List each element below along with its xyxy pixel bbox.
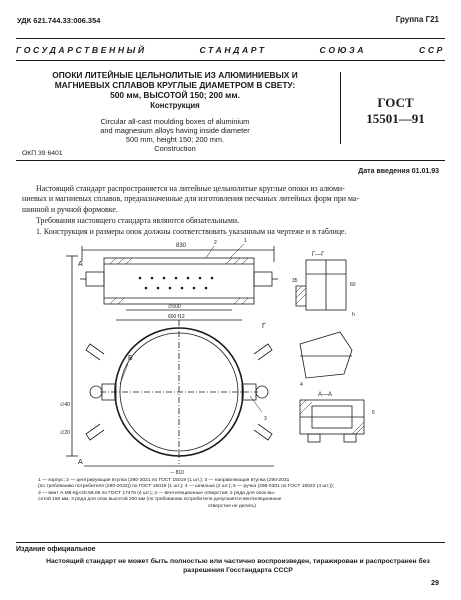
caption-line5: отверстия не делать) <box>207 503 257 509</box>
caption-line1: 1 — корпус; 2 — центрирующая втулка (290-2021 по ГОСТ 15019 (1 шт.); 3 — направляющая втулка (290-2031 <box>38 478 290 483</box>
copyright-line1: Настоящий стандарт не может быть полностью или частично воспроизведен, тиражирован и распространен без <box>46 558 430 565</box>
copyright-line2: разрешения Госстандарта СССР <box>183 567 293 574</box>
title-divider <box>340 72 341 144</box>
title-ru-line2: МАГНИЕВЫХ СПЛАВОВ КРУГЛЫЕ ДИАМЕТРОМ В СВЕТУ: <box>54 80 296 90</box>
title-en-line3: 500 mm, height 150; 200 mm. <box>125 135 225 144</box>
scope-line2: ниевых и магниевых сплавов, предназначенные для изготовления песчаных литейных форм при ма- <box>22 194 360 204</box>
scope-line1: Настоящий стандарт распространяется на литейные цельнолитые круглые опоки из алюми- <box>36 184 345 193</box>
gost-designation <box>353 95 438 127</box>
banner-word-4: ССР <box>419 45 445 55</box>
dim-left-1: ∅40 <box>60 402 70 408</box>
banner-word-1: ГОСУДАРСТВЕННЫЙ <box>16 45 147 55</box>
label-section-gg: Г—Г <box>312 252 325 258</box>
dim-bottom: ∼ 810 <box>170 470 184 476</box>
title-ru-line1: ОПОКИ ЛИТЕЙНЫЕ ЦЕЛЬНОЛИТЫЕ ИЗ АЛЮМИНИЕВЫХ И <box>52 70 298 80</box>
banner-word-2: СТАНДАРТ <box>199 45 267 55</box>
okp-rule <box>16 160 445 161</box>
header-rule-bottom <box>16 60 445 61</box>
udk-code: УДК 621.744.33:006.354 <box>17 16 101 25</box>
caption-line3: 3 — винт А.М6-6g×20.58.05 по ГОСТ 17475 (4 шт.); 4 — вентиляционные отверстия: 2 ряда для опок вы- <box>38 490 276 496</box>
drawing-caption <box>38 478 426 510</box>
header-rule-top <box>16 38 445 39</box>
title-en-line4: Construction <box>154 144 196 153</box>
paragraph-mandatory: Требования настоящего стандарта являются обязательными. <box>36 216 240 225</box>
box-elevation <box>104 258 254 304</box>
label-g: Г <box>262 323 266 330</box>
dim-left-2: ∅20 <box>60 430 70 436</box>
footer-rule <box>16 542 445 543</box>
dim-inner-length: 600 f12 <box>168 314 185 320</box>
moulding-box-drawing <box>0 236 461 476</box>
label-dim-h: h <box>352 312 355 318</box>
scope-line3: шинной и ручной формовке. <box>22 204 118 214</box>
dim-inner-diameter: ∅500 <box>168 304 181 310</box>
label-pos-4: 4 <box>300 382 303 388</box>
page-number: 29 <box>431 578 439 587</box>
title-ru-subtitle: Конструкция <box>150 101 200 110</box>
title-en-line1: Circular all-cast moulding boxes of aluminium <box>100 117 250 126</box>
state-standard-banner <box>16 45 445 55</box>
detail-b <box>300 332 352 378</box>
okp-code: ОКП 39 6401 <box>22 150 63 157</box>
title-english <box>40 117 310 153</box>
label-dim-60: 60 <box>350 282 356 288</box>
gost-label: ГОСТ <box>377 95 414 110</box>
label-pos-2: 2 <box>214 240 217 246</box>
official-edition-label: Издание официальное <box>16 546 96 553</box>
label-a-bottom: А <box>78 459 83 466</box>
label-b: Б <box>128 355 133 362</box>
title-en-line2: and magnesium alloys having inside diameter <box>100 126 250 135</box>
paragraph-scope <box>22 184 441 215</box>
gost-number: 15501—91 <box>366 111 425 126</box>
caption-line4: сотой 150 мм, 3 ряда для опок высотой 200 мм (по требованию потребителя допускается вентиляционные <box>38 497 282 503</box>
paragraph-construction: 1. Конструкция и размеры опок должны соответствовать указанным на чертеже и в таблице. <box>36 227 347 236</box>
caption-line2: (по требованию потребителя (290-2032)) по ГОСТ 15019 (1 шт.); 4 — шпилька (2 шт.); 5 — ручка (298-0301 по ГОСТ 15022 (4 шт.)); <box>38 484 335 490</box>
title-russian <box>40 70 310 100</box>
label-pos-3: 3 <box>264 416 267 422</box>
group-code: Группа Г21 <box>395 15 439 24</box>
date-of-introduction: Дата введения 01.01.93 <box>358 168 439 175</box>
banner-word-3: СОЮЗА <box>319 45 367 55</box>
label-pos-5: 5 <box>372 410 375 416</box>
copyright-note <box>35 557 441 575</box>
title-ru-line3: 500 мм, ВЫСОТОЙ 150; 200 мм. <box>110 90 240 100</box>
label-section-aa: А—А <box>318 392 333 398</box>
label-pos-1: 1 <box>244 238 247 244</box>
label-dim-35: 35 <box>292 278 298 284</box>
label-a-top: А <box>78 261 83 268</box>
dim-overall: 830 <box>176 243 187 249</box>
